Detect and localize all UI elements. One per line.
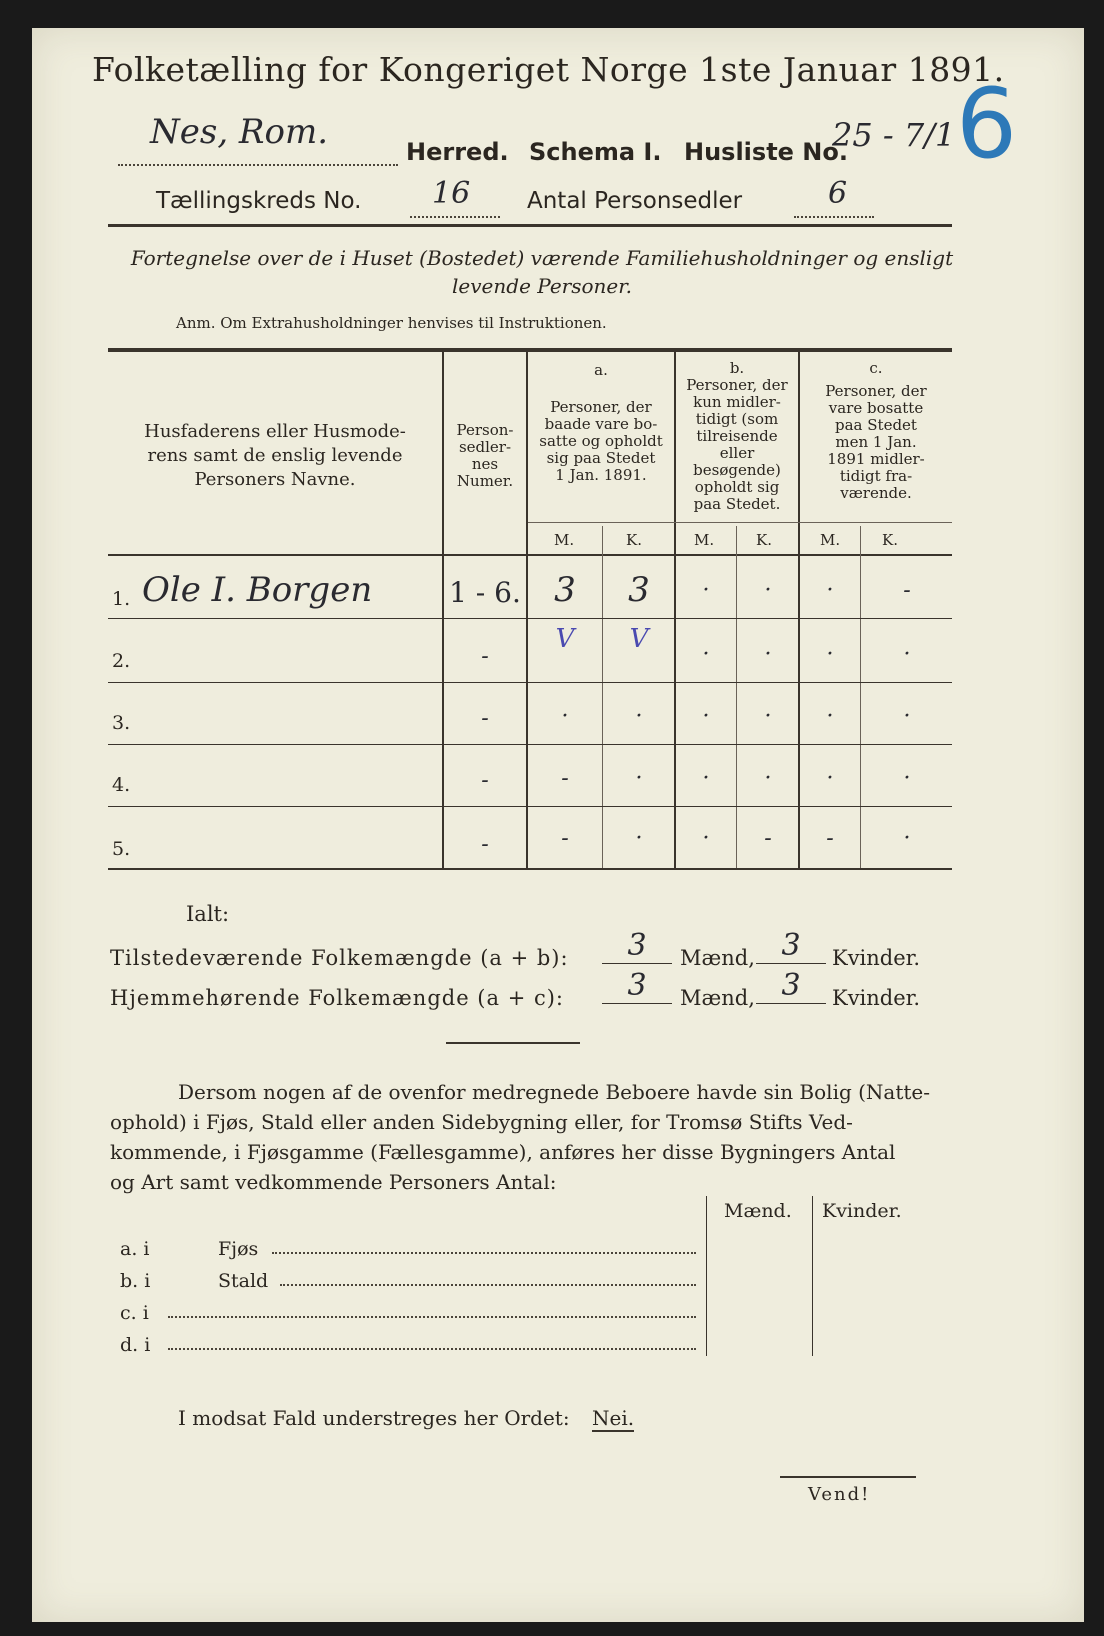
intro-line-1: Fortegnelse over de i Huset (Bostedet) værende Familiehusholdninger og ensligt [130, 246, 954, 270]
row-4-b-k: · [764, 766, 772, 791]
ialt-label: Ialt: [186, 902, 230, 926]
row-4-numer: - [481, 768, 489, 793]
col-names-header: Husfaderens eller Husmode- rens samt de enslig levende Personers Navne. [144, 421, 406, 490]
table-top-rule [108, 348, 952, 352]
b-m-header: M. [694, 531, 715, 549]
row-2-a-k: V [629, 624, 649, 654]
row-5-b-k: - [764, 826, 772, 851]
building-c-label: c. i [120, 1302, 149, 1324]
row-2-numer: - [481, 644, 489, 669]
antal-value: 6 [828, 176, 848, 211]
tilstede-label: Tilstedeværende Folkemængde (a + b): [110, 946, 569, 970]
vend-rule [780, 1476, 916, 1478]
row-3-number: 3. [112, 712, 131, 734]
hjemme-kvinder-label: Kvinder. [832, 986, 921, 1010]
c-m-header: M. [820, 531, 841, 549]
kreds-label: Tællingskreds No. [156, 188, 362, 214]
row-4-c-k: · [903, 766, 911, 791]
row-5-a-k: · [635, 826, 643, 851]
row-3-a-k: · [635, 704, 643, 729]
a-k-header: K. [626, 531, 642, 549]
row-1-a-m: 3 [554, 570, 576, 610]
row-5-b-m: · [702, 826, 710, 851]
row-4-b-m: · [702, 766, 710, 791]
row-rule-2-names [108, 682, 442, 683]
row-rule-2 [444, 682, 952, 683]
tilstede-kvinder-value: 3 [756, 928, 826, 964]
row-3-b-k: · [764, 704, 772, 729]
col-divider-b-mk [736, 526, 737, 868]
herred-label: Herred. [406, 138, 509, 166]
row-1-c-k: - [903, 578, 911, 603]
buildings-maend-header: Mænd. [724, 1200, 792, 1222]
census-form-sheet [32, 28, 1084, 1622]
col-c-header: c. Personer, der vare bosatte paa Stedet men 1 Jan. 1891 midler- tidigt fra- værende. [825, 359, 927, 502]
row-5-c-m: - [826, 826, 834, 851]
tilstede-kvinder-label: Kvinder. [832, 946, 921, 970]
vend-text: Vend! [808, 1484, 871, 1505]
row-rule-1-names [108, 618, 442, 619]
row-rule-4-names [108, 806, 442, 807]
table-header-rule [108, 554, 952, 556]
tilstede-maend-label: Mænd, [680, 946, 755, 970]
kreds-value: 16 [432, 176, 471, 211]
row-1-b-k: · [764, 578, 772, 603]
b-k-header: K. [756, 531, 772, 549]
col-divider-a-mk [602, 526, 603, 868]
modsat-text: I modsat Fald understreges her Ordet: [178, 1406, 570, 1430]
herred-value: Nes, Rom. [150, 112, 329, 152]
row-4-c-m: · [826, 766, 834, 791]
row-1-a-k: 3 [628, 570, 650, 610]
building-d-dots [168, 1348, 696, 1350]
row-5-a-m: - [561, 826, 569, 851]
hjemme-maend-label: Mænd, [680, 986, 755, 1010]
building-a-dots [272, 1252, 696, 1254]
row-1-number: 1. [112, 588, 131, 610]
building-b-name: Stald [218, 1270, 269, 1292]
col-divider-c-mk [860, 526, 861, 868]
intro-line-2: levende Personer. [452, 274, 632, 298]
buildings-kvinder-header: Kvinder. [822, 1200, 902, 1222]
section-divider [446, 1042, 580, 1044]
row-4-a-k: · [635, 766, 643, 791]
col-a-header: a. Personer, der baade vare bo- satte og opholdt sig paa Stedet 1 Jan. 1891. [539, 361, 663, 484]
col-numer-header: Person- sedler- nes Numer. [456, 421, 514, 490]
mk-header-rule [528, 522, 952, 523]
header-divider [108, 224, 952, 227]
row-5-c-k: · [903, 826, 911, 851]
col-b-header: b. Personer, der kun midler- tidigt (som tilreisende eller besøgende) opholdt sig paa Stedet. [686, 359, 788, 513]
row-rule-3 [444, 744, 952, 745]
schema-label: Schema I. [529, 138, 662, 166]
building-a-name: Fjøs [218, 1238, 259, 1260]
building-d-label: d. i [120, 1334, 151, 1356]
row-3-c-m: · [826, 704, 834, 729]
buildings-col-divider-2 [812, 1196, 813, 1356]
paragraph-line-1: Dersom nogen af de ovenfor medregnede Beboere havde sin Bolig (Natte- [178, 1080, 931, 1104]
row-2-c-k: · [903, 642, 911, 667]
row-2-a-m: V [555, 624, 575, 654]
paragraph-line-3: kommende, i Fjøsgamme (Fællesgamme), anføres her disse Bygningers Antal [110, 1140, 896, 1164]
row-1-c-m: · [826, 578, 834, 603]
buildings-col-divider-1 [706, 1196, 707, 1356]
row-2-b-m: · [702, 642, 710, 667]
nei-word: Nei. [592, 1406, 635, 1430]
paragraph-line-4: og Art samt vedkommende Personers Antal: [110, 1170, 557, 1194]
row-2-b-k: · [764, 642, 772, 667]
row-2-number: 2. [112, 650, 131, 672]
paragraph-line-2: ophold) i Fjøs, Stald eller anden Sidebygning eller, for Tromsø Stifts Ved- [110, 1110, 853, 1134]
row-4-number: 4. [112, 774, 131, 796]
row-1-name: Ole I. Borgen [142, 570, 373, 610]
c-k-header: K. [882, 531, 898, 549]
row-1-numer: 1 - 6. [449, 576, 521, 609]
building-c-dots [168, 1316, 696, 1318]
building-a-label: a. i [120, 1238, 150, 1260]
form-title: Folketælling for Kongeriget Norge 1ste Januar 1891. [92, 50, 1005, 89]
row-rule-1 [444, 618, 952, 619]
building-b-label: b. i [120, 1270, 151, 1292]
row-rule-4 [444, 806, 952, 807]
row-5-numer: - [481, 832, 489, 857]
row-rule-3-names [108, 744, 442, 745]
row-1-b-m: · [702, 578, 710, 603]
row-3-b-m: · [702, 704, 710, 729]
hjemme-label: Hjemmehørende Folkemængde (a + c): [110, 986, 564, 1010]
anm-note: Anm. Om Extrahusholdninger henvises til Instruktionen. [176, 314, 607, 332]
row-5-number: 5. [112, 838, 131, 860]
table-bottom-rule [108, 868, 952, 870]
hjemme-maend-value: 3 [602, 968, 672, 1004]
row-3-a-m: · [561, 704, 569, 729]
tilstede-maend-value: 3 [602, 928, 672, 964]
row-4-a-m: - [561, 766, 569, 791]
antal-label: Antal Personsedler [527, 188, 743, 214]
husliste-value: 25 - 7/1 [832, 116, 956, 154]
row-3-numer: - [481, 706, 489, 731]
building-b-dots [280, 1284, 696, 1286]
a-m-header: M. [554, 531, 575, 549]
hjemme-kvinder-value: 3 [756, 968, 826, 1004]
husliste-label: Husliste No. [684, 138, 848, 166]
row-3-c-k: · [903, 704, 911, 729]
row-2-c-m: · [826, 642, 834, 667]
big-page-number: 6 [956, 68, 1018, 180]
